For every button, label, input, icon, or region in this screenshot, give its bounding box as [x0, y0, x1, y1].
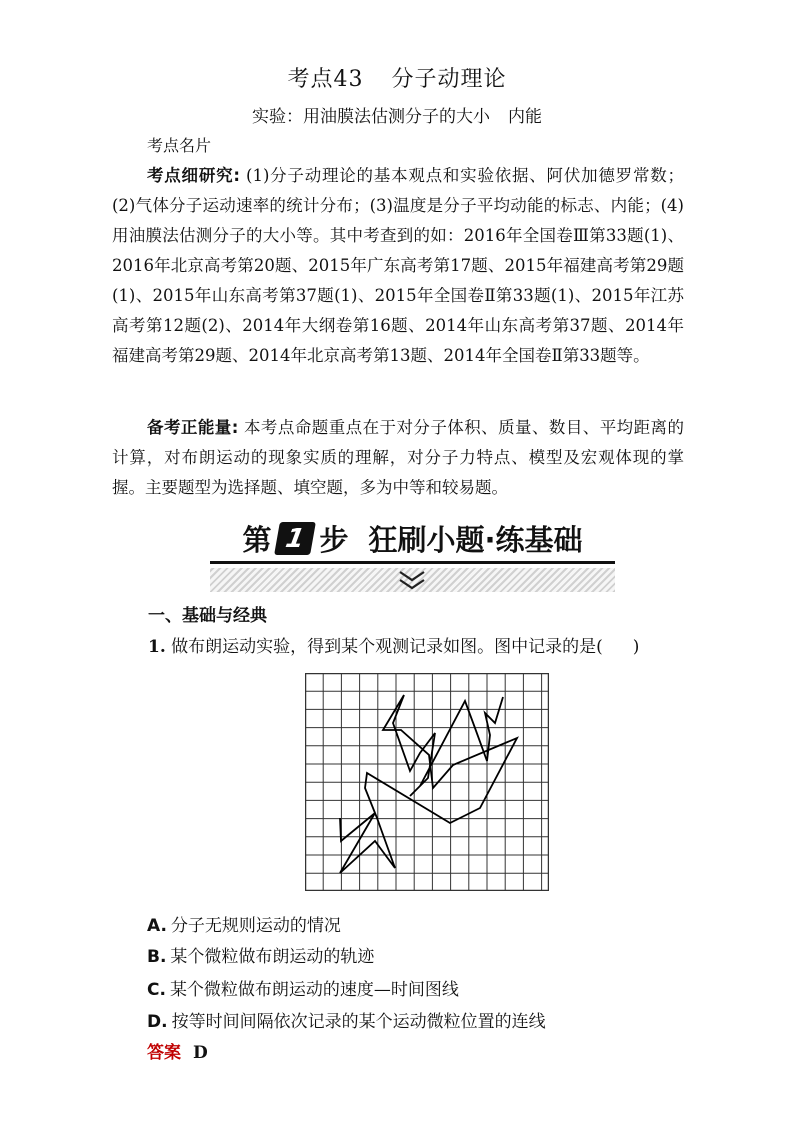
section-title: 一、基础与经典: [148, 606, 267, 626]
step-banner: [210, 516, 615, 592]
title-topic: 分子动理论: [391, 67, 507, 92]
double-chevron-down-icon: [397, 569, 427, 591]
subtitle-energy: 内能: [508, 107, 542, 127]
question-number: 1.: [148, 637, 166, 657]
option-b-key: B.: [147, 947, 167, 967]
prep-text: 本考点命题重点在于对分子体积、质量、数目、平均距离的计算，对布朗运动的现象实质的理解，对分子力特点、模型及宏观体现的掌握。主要题型为选择题、填空题，多为中等和较易题。: [112, 418, 684, 497]
option-c-key: C.: [147, 980, 166, 1000]
answer-value: D: [193, 1043, 208, 1063]
brownian-motion-figure: [305, 673, 549, 891]
card-label: 考点名片: [147, 136, 212, 155]
page-subtitle: [0, 102, 794, 127]
banner-title: 狂刷小题·练基础: [368, 522, 583, 557]
answer-label: 答案: [147, 1043, 181, 1063]
banner-underline: [210, 561, 615, 564]
banner-suffix: 步: [319, 522, 349, 557]
details-paragraph: [112, 161, 684, 371]
banner-heading: [210, 516, 615, 560]
page-title: [0, 62, 794, 93]
option-d-key: D.: [147, 1012, 168, 1032]
question-close: ): [632, 637, 640, 657]
subtitle-experiment: 实验：用油膜法估测分子的大小: [252, 107, 490, 127]
option-a-key: A.: [147, 916, 167, 936]
grid: [305, 673, 549, 891]
option-d-text: 按等时间间隔依次记录的某个运动微粒位置的连线: [171, 1012, 546, 1032]
answer: [147, 1038, 208, 1063]
prep-label: 备考正能量:: [147, 418, 239, 437]
option-b-text: 某个微粒做布朗运动的轨迹: [170, 947, 375, 967]
option-c: [147, 975, 459, 1000]
option-b: [147, 942, 374, 967]
prep-paragraph: [112, 413, 684, 503]
details-label: 考点细研究:: [147, 166, 240, 185]
banner-prefix: 第: [242, 522, 272, 557]
question-1: [148, 632, 639, 657]
option-c-text: 某个微粒做布朗运动的速度—时间图线: [169, 980, 459, 1000]
option-a: [147, 911, 341, 936]
option-a-text: 分子无规则运动的情况: [170, 916, 341, 936]
title-point: 考点43: [287, 67, 364, 92]
details-text: (1)分子动理论的基本观点和实验依据、阿伏加德罗常数；(2)气体分子运动速率的统计分布；(3)温度是分子平均动能的标志、内能；(4)用油膜法估测分子的大小等。其中考查到的如：2016年全国卷Ⅲ第33题(1)、2016年北京高考第20题、2015年广东高考第17题、2015年福建高考第29题(1)、2015年山东高考第37题(1)、2015年全国卷Ⅱ第33题(1)、2015年江苏高考第12题(2)、2014年大纲卷第16题、2014年山东高考第37题、2014年福建高考第29题、2014年北京高考第13题、2014年全国卷Ⅱ第33题等。: [112, 166, 684, 365]
option-d: [147, 1007, 546, 1032]
question-text: 做布朗运动实验，得到某个观测记录如图。图中记录的是(: [171, 637, 603, 657]
particle-path: [340, 695, 517, 873]
banner-number: 1: [275, 522, 317, 555]
